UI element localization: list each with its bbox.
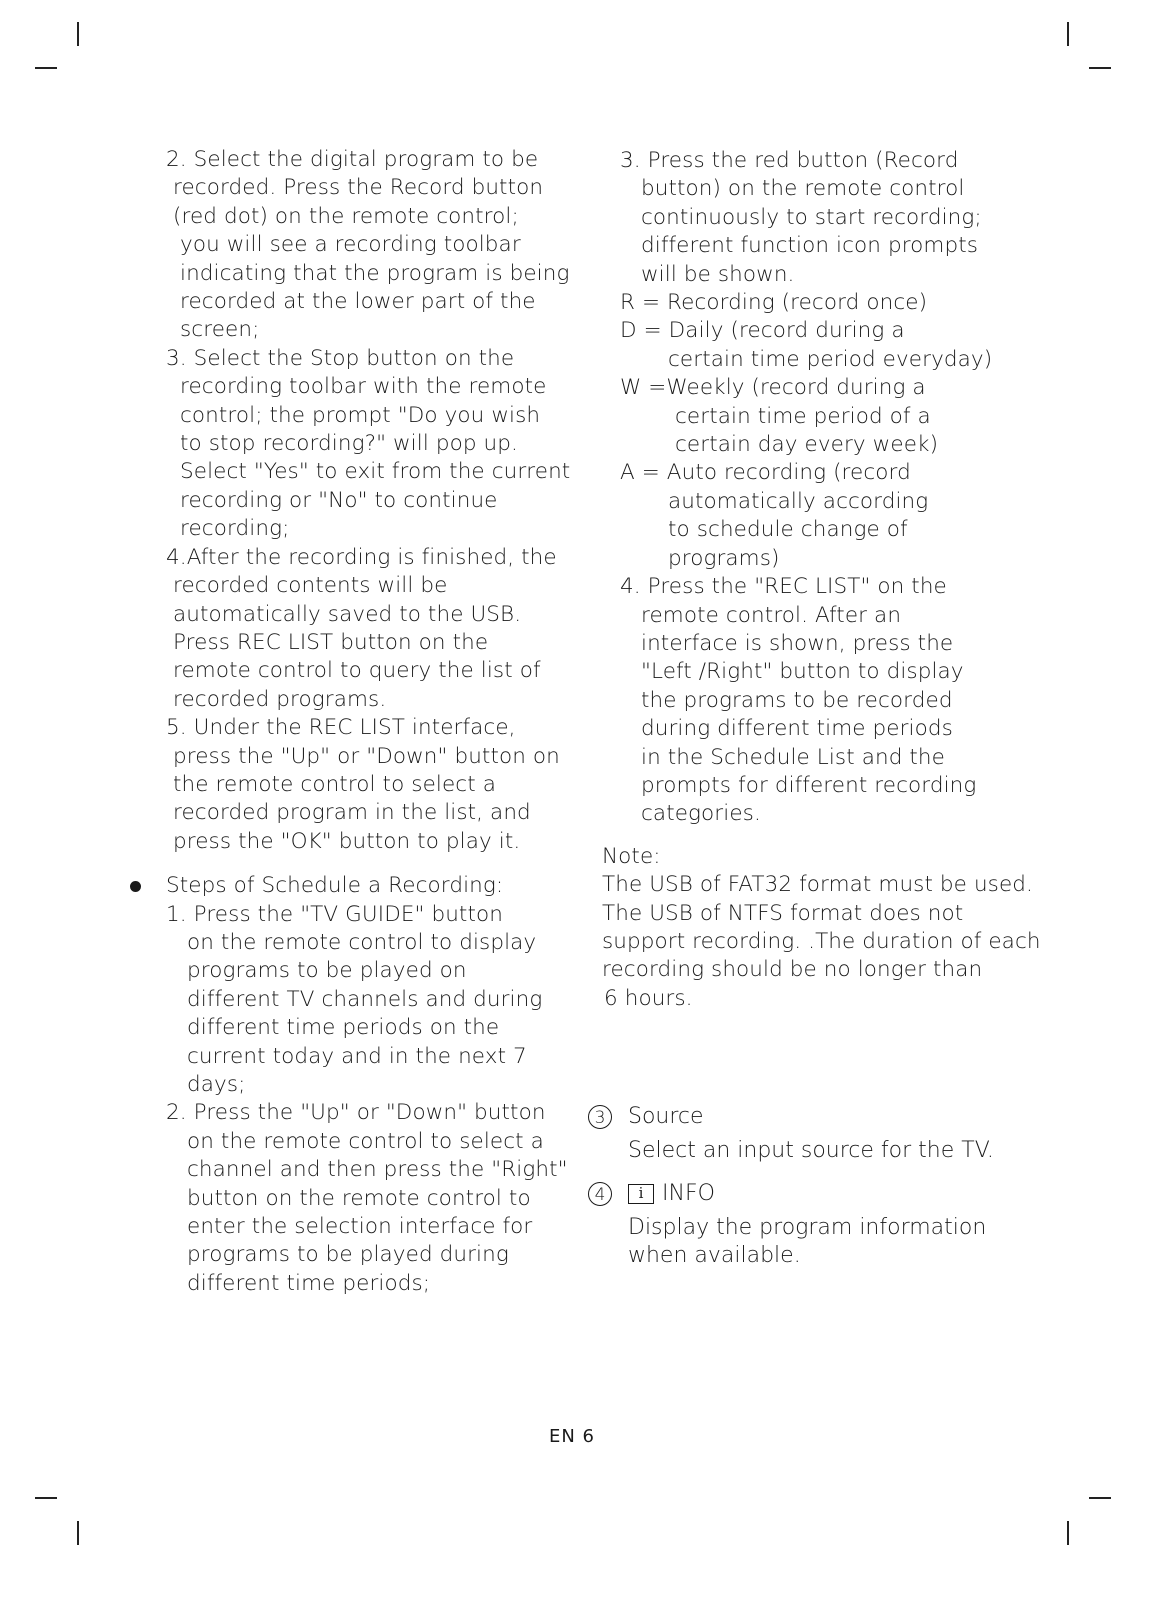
circled-number-icon: 3 <box>588 1105 612 1129</box>
record-steps <box>130 146 580 856</box>
circled-number-icon: 4 <box>588 1182 612 1206</box>
left-column <box>130 146 580 1298</box>
crop-mark <box>35 67 57 69</box>
crop-mark <box>1089 67 1111 69</box>
legend-w: W =Weekly (record during a <box>620 375 926 401</box>
recording-legend: R = Recording (record once) D = Daily (record during a certain time period everyday) W =Weekly (record during a certain time period of a certain day every week) A = Auto recording (record automatically according to schedule change of programs) <box>620 289 1052 573</box>
function-title: Source <box>628 1104 704 1129</box>
schedule-steps-continued <box>602 147 1052 829</box>
function-info: 4 i INFO Display the program information when available. <box>588 1180 986 1270</box>
page-number: EN 6 <box>549 1426 596 1447</box>
crop-mark <box>35 1497 57 1499</box>
schedule-step-item: 2. Press the "Up" or "Down" button on the remote control to select a channel and then press the "Right" button on the remote control to enter the selection interface for programs to be played during different time periods; <box>166 1100 568 1296</box>
step-item: 3. Select the Stop button on the recording toolbar with the remote control; the prompt "Do you wish to stop recording?" will pop up. Select "Yes" to exit from the current recording or "No" to continue recording; <box>166 345 571 542</box>
note-label: Note: <box>602 843 661 869</box>
step-item: 4.After the recording is finished, the recorded contents will be automatically saved to the USB. Press REC LIST button on the remote control to query the list of recorded programs. <box>166 544 557 712</box>
function-title: INFO <box>662 1181 715 1206</box>
schedule-step-item: 1. Press the "TV GUIDE" button on the remote control to display programs to be played on different TV channels and during different time periods on the current today and in the next 7 days; <box>166 901 543 1097</box>
legend-d: D = Daily (record during a <box>620 318 905 344</box>
function-source: 3 Source Select an input source for the TV. <box>588 1103 994 1165</box>
right-column <box>602 147 1052 1013</box>
schedule-step-item: 4. Press the "REC LIST" on the remote control. After an interface is shown, press the "Left /Right" button to display the programs to be recorded during different time periods in the Schedule List and the prompts for different recording categories. <box>620 574 977 827</box>
crop-mark <box>77 1521 79 1545</box>
legend-a: A = Auto recording (record <box>620 460 911 486</box>
step-item: 2. Select the digital program to be recorded. Press the Record button (red dot) on the remote control; you will see a recording toolbar indicating that the program is being recorded at the lower part of the screen; <box>166 147 570 343</box>
crop-mark <box>1067 1521 1069 1545</box>
note-block: Note: The USB of FAT32 format must be used. The USB of NTFS format does not support recording. .The duration of each recording should be no longer than 6 hours. <box>602 843 1052 1013</box>
step-item: 5. Under the REC LIST interface, press the "Up" or "Down" button on the remote control to select a recorded program in the list, and press the "OK" button to play it. <box>166 715 560 854</box>
crop-mark <box>77 22 79 46</box>
schedule-step-item: 3. Press the red button (Record button) on the remote control continuously to start recording; different function icon prompts will be shown. <box>620 148 982 287</box>
schedule-section <box>130 872 580 1298</box>
info-icon: i <box>628 1184 654 1204</box>
schedule-heading: Steps of Schedule a Recording: <box>166 873 504 899</box>
legend-r: R = Recording (record once) <box>620 290 928 316</box>
crop-mark <box>1089 1497 1111 1499</box>
crop-mark <box>1067 22 1069 46</box>
